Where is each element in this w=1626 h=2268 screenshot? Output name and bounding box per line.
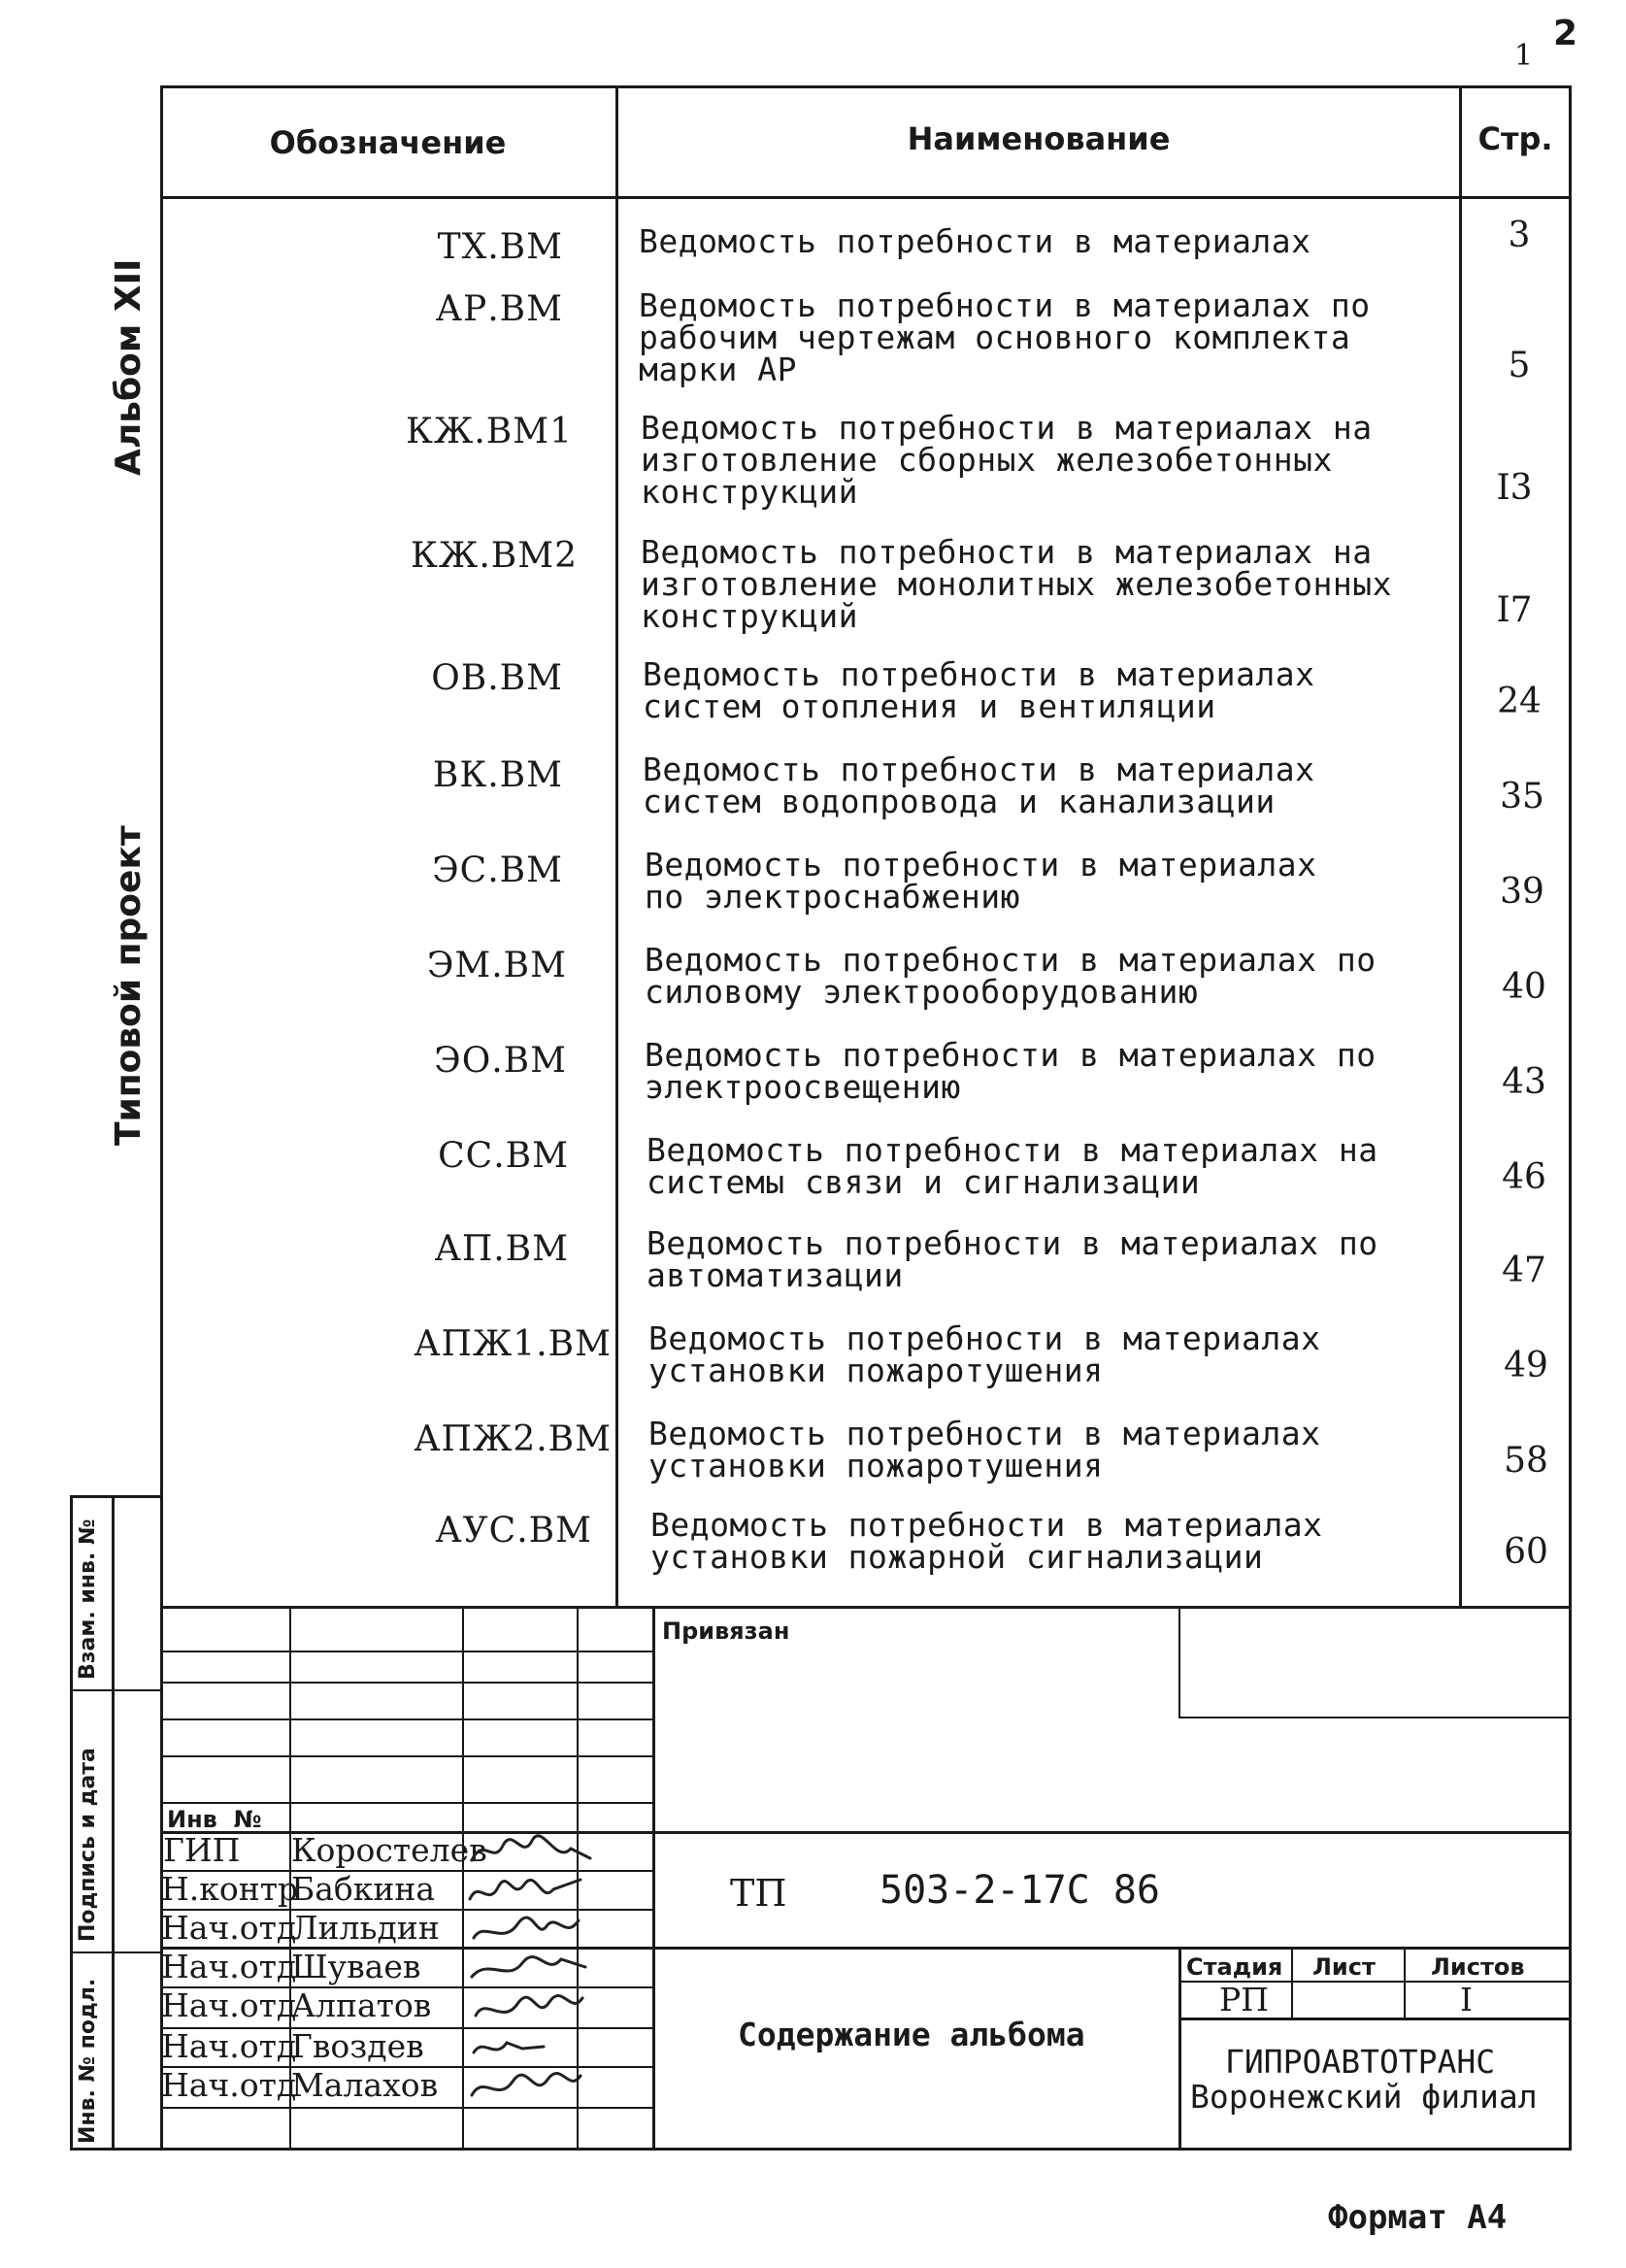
row-page: 46 — [1502, 1157, 1546, 1197]
inv-podl-label: Инв. № подл. — [76, 1978, 100, 2144]
strip-sep-2 — [70, 1951, 163, 1953]
row-code: АПЖ1.ВМ — [414, 1324, 612, 1364]
row-name: Ведомость потребности в материалах по силовому электрооборудованию — [645, 941, 1377, 1011]
row-name: Ведомость потребности в материалах по электроснабжению — [645, 846, 1317, 916]
row-page: 60 — [1504, 1532, 1548, 1572]
stadia-col-2 — [1404, 1947, 1406, 2018]
row-page: 58 — [1504, 1441, 1548, 1481]
stadia-label: Стадия — [1186, 1953, 1283, 1981]
row-code: ОВ.ВМ — [431, 658, 563, 698]
tb-top — [160, 1606, 1572, 1609]
row-name: Ведомость потребности в материалах по электроосвещению — [645, 1036, 1377, 1106]
row-code: ВК.ВМ — [432, 755, 563, 795]
org-name: ГИПРОАВТОТРАНС — [1225, 2043, 1496, 2081]
staff-role: Нач.отд — [161, 1948, 297, 1985]
signature-scribbles — [464, 1831, 595, 2148]
row-code: КЖ.ВМ1 — [406, 412, 573, 451]
row-page: 5 — [1508, 346, 1531, 385]
privyazan-bottom — [1178, 1717, 1572, 1718]
row-page: 47 — [1502, 1251, 1546, 1290]
strip-inner — [112, 1495, 115, 2150]
listov-label: Листов — [1431, 1953, 1525, 1981]
strip-top — [70, 1495, 163, 1498]
page-number: 2 — [1553, 14, 1578, 53]
project-label: Типовой проект — [109, 825, 149, 1146]
strip-outer — [70, 1495, 73, 2150]
tp-label: ТП — [730, 1872, 787, 1915]
staff-name: Коростелев — [291, 1831, 487, 1869]
row-code: ЭО.ВМ — [434, 1041, 567, 1081]
row-name: Ведомость потребности в материалах на изготовление монолитных железобетонных конструкций — [641, 533, 1392, 635]
staff-role: Нач.отд — [161, 1909, 297, 1947]
stadia-col-1 — [1291, 1947, 1293, 2018]
row-name: Ведомость потребности в материалах установки пожаротушения — [648, 1319, 1321, 1389]
privyazan-divider — [1178, 1606, 1180, 1718]
listov-value: I — [1460, 1981, 1474, 2018]
row-code: ЭМ.ВМ — [426, 946, 567, 985]
format-label: Формат А4 — [1328, 2198, 1508, 2237]
staff-name: Бабкина — [291, 1870, 436, 1908]
staff-role: Нач.отд — [161, 2066, 297, 2104]
row-page: 39 — [1500, 872, 1544, 912]
tb-row-4 — [160, 1755, 653, 1757]
header-page: Стр. — [1477, 120, 1553, 157]
row-name: Ведомость потребности в материалах на системы связи и сигнализации — [647, 1131, 1378, 1201]
strip-sep-1 — [70, 1689, 163, 1691]
corner-mark: 1 — [1514, 39, 1534, 73]
tb-row-5 — [160, 1802, 653, 1804]
row-code: АПЖ2.ВМ — [414, 1419, 612, 1459]
row-code: ЭС.ВМ — [432, 850, 563, 890]
row-page: 35 — [1500, 777, 1544, 817]
frame-bottom — [70, 2148, 1572, 2151]
tp-number: 503-2-17С 86 — [879, 1868, 1160, 1913]
header-name: Наименование — [907, 120, 1171, 157]
row-page: I3 — [1496, 468, 1533, 508]
frame-right — [1569, 85, 1572, 2150]
inv-no-label: Инв № — [167, 1806, 262, 1833]
row-name: Ведомость потребности в материалах установки пожарной сигнализации — [650, 1506, 1323, 1576]
doc-title-divider — [1178, 1947, 1181, 2148]
row-name: Ведомость потребности в материалах по рабочим чертежам основного комплекта марки АР — [639, 286, 1371, 388]
row-page: 43 — [1502, 1062, 1546, 1102]
tb-row-2 — [160, 1682, 653, 1684]
row-code: СС.ВМ — [438, 1136, 569, 1176]
podpis-label: Подпись и дата — [76, 1748, 100, 1942]
row-page: 24 — [1497, 682, 1542, 721]
staff-role: ГИП — [163, 1831, 241, 1869]
row-code: АУС.ВМ — [435, 1511, 592, 1551]
album-label: Альбом XII — [109, 258, 149, 476]
staff-role: Н.контр — [161, 1870, 299, 1908]
staff-name: Алпатов — [291, 1986, 432, 2024]
frame-top — [160, 85, 1572, 88]
tb-col-4 — [652, 1606, 655, 2148]
row-name: Ведомость потребности в материалах на изготовление сборных железобетонных конструкций — [641, 409, 1373, 511]
row-name: Ведомость потребности в материалах — [639, 222, 1311, 260]
col-divider-2 — [1459, 85, 1462, 1608]
row-code: АП.ВМ — [434, 1229, 569, 1269]
privyazan-label: Привязан — [662, 1618, 790, 1645]
staff-name: Малахов — [291, 2066, 439, 2104]
row-code: ТХ.ВМ — [437, 227, 563, 267]
row-name: Ведомость потребности в материалах систем отопления и вентиляции — [643, 655, 1315, 725]
row-page: 49 — [1504, 1346, 1548, 1385]
row-name: Ведомость потребности в материалах по автоматизации — [647, 1224, 1378, 1294]
org-branch: Воронежский филиал — [1190, 2078, 1538, 2116]
row-page: 40 — [1502, 967, 1546, 1007]
staff-name: Гвоздев — [291, 2027, 424, 2065]
row-code: АР.ВМ — [435, 289, 563, 329]
row-page: 3 — [1508, 216, 1531, 255]
col-divider-1 — [615, 85, 618, 1608]
staff-name: Шуваев — [291, 1948, 421, 1985]
vzam-label: Взам. инв. № — [76, 1518, 100, 1680]
list-label: Лист — [1312, 1953, 1376, 1981]
staff-role: Нач.отд — [161, 1986, 297, 2024]
header-designation: Обозначение — [269, 124, 507, 161]
stadia-value: РП — [1219, 1981, 1269, 2018]
staff-name: Лильдин — [291, 1909, 440, 1947]
row-name: Ведомость потребности в материалах установки пожаротушения — [648, 1415, 1321, 1484]
row-page: I7 — [1496, 590, 1533, 630]
header-divider — [160, 196, 1572, 199]
tb-row-3 — [160, 1718, 653, 1720]
row-code: КЖ.ВМ2 — [411, 536, 578, 576]
doc-title: Содержание альбома — [738, 2016, 1085, 2053]
staff-role: Нач.отд — [161, 2027, 297, 2065]
row-name: Ведомость потребности в материалах систем водопровода и канализации — [643, 750, 1315, 820]
tb-row-1 — [160, 1651, 653, 1652]
